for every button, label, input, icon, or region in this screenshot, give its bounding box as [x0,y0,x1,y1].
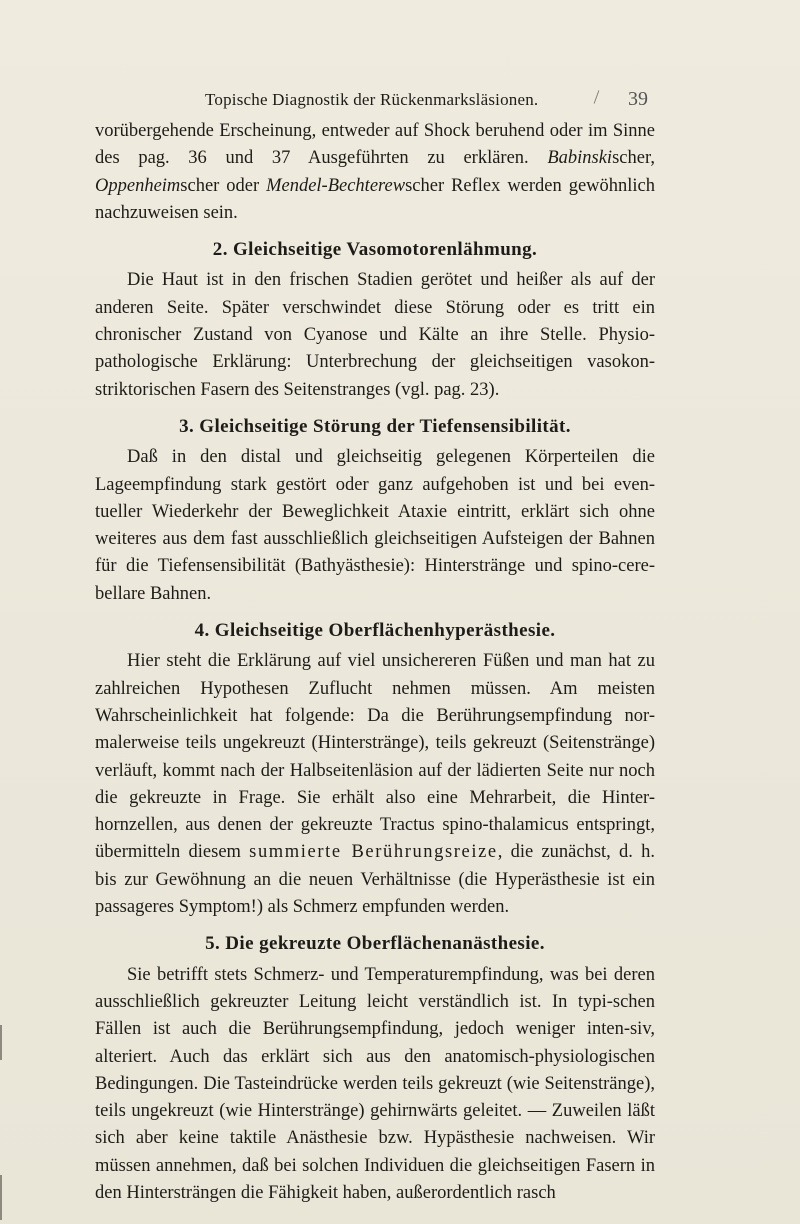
intro-suffix: scher Reflex werden gewöhnlich nachzuweisen sein. [95,175,656,223]
author-name-mendel-bechterew: Mendel-Bechterew [266,175,406,196]
emphasized-text: summierte Berührungsreize [249,842,498,863]
intro-suffix: scher oder [180,175,267,196]
section-heading: 5. Die gekreuzte Oberflächenanästhesie. [205,933,545,955]
section-paragraph: Die Haut ist in den frischen Stadien gerötet und heißer als auf der anderen Seite. Später verschwindet diese Störung oder es tritt ein chronischer Zustand von Cyanose und Kälte an ihre Stelle. Physio-pathologische Erklärung: Unterbrechung der gleichseitigen vasokon-striktorischen Fasern des Seitenstranges (vgl. pag. 23). [95,270,655,400]
section-paragraph [95,648,655,921]
intro-text: vorübergehende Erscheinung, entweder auf Shock beruhend oder im Sinne des pag. 36 und 37 Ausgeführten zu erklären. [95,121,655,169]
section-paragraph: Daß in den distal und gleichseitig gelegenen Körperteilen die Lageempfindung stark gestört oder ganz aufgehoben ist und bei even-tueller Wiederkehr der Beweglichkeit Ataxie eintritt, erklärt sich ohne weiteres aus dem fast ausschließlich gleichseitigen Aufsteigen der Bahnen für die Tiefensensibilität (Bathyästhesie): Hinterstränge und spino-cere-bellare Bahnen. [95,447,655,604]
paragraph-text: Hier steht die Erklärung auf viel unsichereren Füßen und man hat zu zahlreichen Hypothesen Zuflucht nehmen müssen. Am meisten Wahrscheinlichkeit hat folgende: Da die Berührungsempfindung nor-malerweise teils ungekreuzt (Hinterstränge), teils gekreuzt (Seitenstränge) verläuft, kommt nach der Halbseitenläsion auf der lädierten Seite nur noch die gekreuzte in Frage. Sie erhält also eine Mehrarbeit, die Hinter-hornzellen, aus denen der gekreuzte Tractus spino-thalamicus entspringt, übermitteln diesem [95,651,655,863]
intro-paragraph [95,118,655,227]
body-text [95,118,655,1207]
intro-suffix: scher, [612,148,655,169]
section-heading: 3. Gleichseitige Störung der Tiefensensibilität. [179,415,571,437]
paragraph-text: , die zunächst, d. h. bis zur Gewöhnung an die neuen Verhältnisse (die Hyperästhesie ist ein passageres Symptom!) als Schmerz empfunden werden. [95,842,656,918]
page-edge-mark [0,1175,2,1220]
running-head: Topische Diagnostik der Rückenmarksläsionen. [205,90,539,109]
author-name-babinski: Babinski [547,148,613,169]
author-name-oppenheim: Oppenheim [95,175,181,196]
section-paragraph: Sie betrifft stets Schmerz- und Temperaturempfindung, was bei deren ausschließlich gekreuzter Leitung leicht verständlich ist. In typi-schen Fällen ist auch die Berührungsempfindung, jedoch weniger inten-siv, alteriert. Auch das erklärt sich aus den anatomisch-physiologischen Bedingungen. Die Tasteindrücke werden teils gekreuzt (wie Seitenstränge), teils ungekreuzt (wie Hinterstränge) gehirnwärts geleitet. — Zuweilen läßt sich aber keine taktile Anästhesie bzw. Hypästhesie nachweisen. Wir müssen annehmen, daß bei solchen Individuen die gleichseitigen Fasern in den Hintersträngen die Fähigkeit haben, außerordentlich rasch [95,964,655,1203]
page-number: 39 [628,88,648,110]
section-heading: 2. Gleichseitige Vasomotorenlähmung. [212,239,538,261]
page-edge-mark [0,1025,2,1060]
section-heading: 4. Gleichseitige Oberflächenhyperästhesie. [194,620,556,642]
